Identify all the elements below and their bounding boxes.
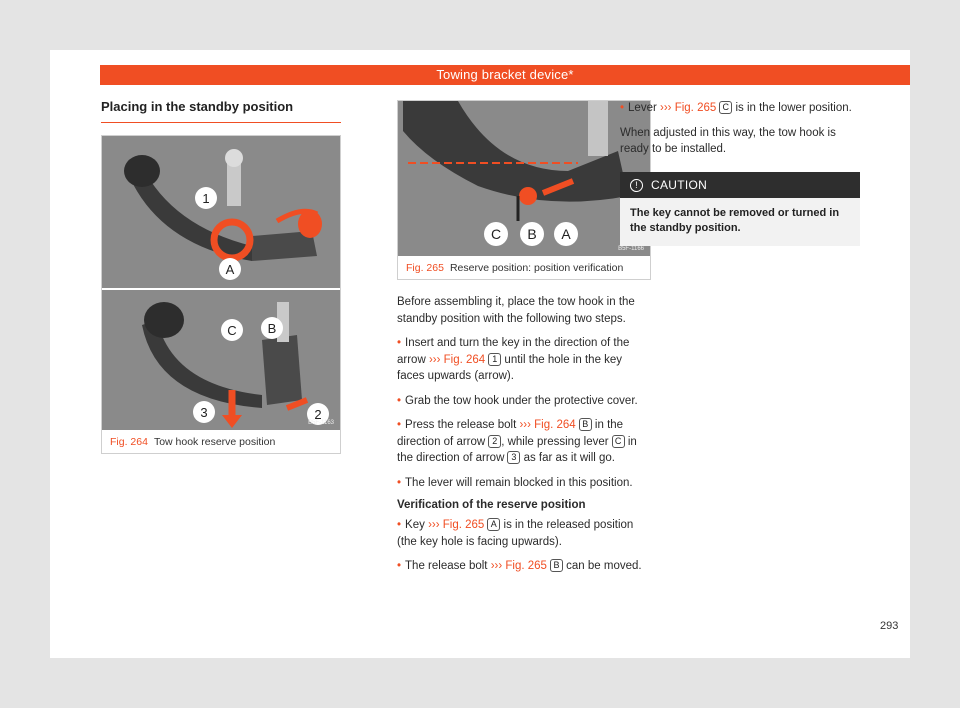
figure-264-label: Fig. 264	[110, 436, 148, 448]
caution-box	[620, 172, 860, 246]
figure-265-image	[398, 101, 650, 256]
verify-2: • The release bolt ››› Fig. 265 B can be moved.	[397, 560, 642, 572]
callout-C: C	[227, 323, 237, 338]
figure-265-code: B5F-1166	[618, 246, 644, 252]
reserve-position-illustration	[398, 101, 650, 256]
fig-265-link-3[interactable]: ››› Fig. 265	[660, 102, 717, 114]
caution-text: The key cannot be removed or turned in the standby position.	[630, 206, 840, 234]
callout-265-B: B	[527, 226, 537, 242]
step-3: • Press the release bolt ››› Fig. 264 B in the direction of arrow 2 , while pressing lever C in the direction of arrow 3 as far as it will go.	[397, 419, 637, 464]
figure-264	[101, 135, 341, 454]
body-text	[397, 294, 649, 575]
figure-265-caption	[398, 256, 650, 279]
warning-icon: !	[630, 179, 643, 192]
chapter-header: Towing bracket device*	[100, 65, 910, 85]
intro-paragraph: Before assembling it, place the tow hook in the standby position with the following two steps.	[397, 296, 635, 325]
fig-264-link-2[interactable]: ››› Fig. 264	[519, 419, 576, 431]
figure-265-label: Fig. 265	[406, 262, 444, 274]
right-column	[620, 100, 860, 246]
figure-264-caption	[102, 430, 340, 453]
step-2: • Grab the tow hook under the protective cover.	[397, 394, 638, 407]
figure-264-top-image	[102, 136, 340, 288]
figure-265	[397, 100, 651, 280]
tow-hook-illustration-top	[102, 136, 340, 288]
step-1: • Insert and turn the key in the direction of the arrow ››› Fig. 264 1 until the hole in the key faces upwards (arrow).	[397, 337, 630, 382]
callout-3: 3	[200, 405, 208, 420]
callout-265-A: A	[561, 226, 571, 242]
figure-265-caption-text: Reserve position: position verification	[449, 262, 624, 274]
caution-header	[620, 172, 860, 198]
caution-title: CAUTION	[651, 177, 708, 192]
step-4: • The lever will remain blocked in this position.	[397, 476, 633, 489]
fig-264-link[interactable]: ››› Fig. 264	[428, 353, 486, 366]
figure-264-code: B5F-1163	[308, 420, 334, 426]
middle-column	[397, 100, 649, 583]
tow-hook-illustration-bottom	[102, 290, 340, 430]
verify-1: • Key ››› Fig. 265 A is in the released position (the key hole is facing upwards).	[397, 519, 634, 548]
callout-265-C: C	[490, 226, 502, 242]
section-title: Placing in the standby position	[101, 99, 341, 123]
fig-265-link-2[interactable]: ››› Fig. 265	[490, 560, 547, 572]
page-number: 293	[880, 620, 899, 632]
verify-heading: Verification of the reserve position	[397, 499, 586, 511]
figure-264-bottom-image	[102, 290, 340, 430]
left-column	[101, 95, 341, 454]
adjusted-paragraph: When adjusted in this way, the tow hook is ready to be installed.	[620, 126, 836, 155]
callout-1: 1	[202, 191, 210, 206]
verify-3: • Lever ››› Fig. 265 C is in the lower position.	[620, 102, 852, 114]
figure-264-caption-text: Tow hook reserve position	[153, 436, 276, 448]
fig-265-link[interactable]: ››› Fig. 265	[428, 519, 485, 531]
callout-B: B	[267, 321, 277, 336]
callout-A: A	[225, 262, 235, 277]
callout-2: 2	[314, 407, 322, 422]
page	[50, 50, 910, 658]
